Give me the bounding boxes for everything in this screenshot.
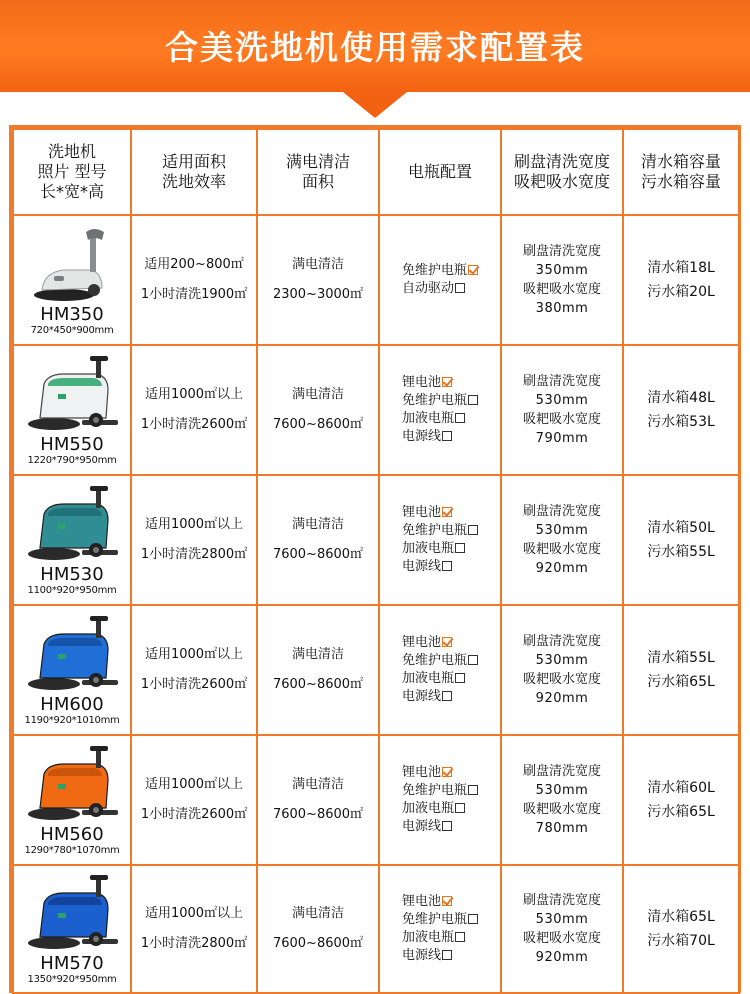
header-line: 洗地机 [47,142,96,161]
squeegee-width-label: 吸耙吸水宽度 [522,542,601,557]
header-line: 适用面积 [161,152,226,171]
squeegee-width-value: 780mm [535,821,589,836]
charge-area: 2300~3000㎡ [272,287,364,302]
dirty-tank-capacity: 污水箱70L [647,933,715,949]
battery-cell [379,345,501,475]
battery-option-label: 免维护电瓶 [402,393,468,408]
checkbox-empty-icon[interactable] [468,525,478,535]
battery-cell [379,735,501,865]
squeegee-width-label: 吸耙吸水宽度 [522,672,601,687]
squeegee-width-label: 吸耙吸水宽度 [522,412,601,427]
checkbox-empty-icon[interactable] [468,785,478,795]
config-table [12,128,740,994]
squeegee-width-value: 920mm [535,561,589,576]
checkbox-empty-icon[interactable] [468,395,478,405]
battery-option [380,540,500,558]
cleaning-efficiency: 1小时清洗2800㎡ [140,547,248,562]
brush-width-value: 530mm [535,523,589,538]
battery-option [380,504,500,522]
header-photo-model [13,129,131,215]
checkbox-checked-icon[interactable] [442,377,452,387]
header-line: 满电清洁 [285,152,350,171]
clean-tank-capacity: 清水箱48L [647,390,715,406]
battery-option [380,764,500,782]
width-cell [501,345,623,475]
battery-option [380,522,500,540]
machine-photo-cell [13,345,131,475]
checkbox-empty-icon[interactable] [468,655,478,665]
battery-option-label: 电源线 [402,819,442,834]
cleaning-efficiency: 1小时清洗1900㎡ [140,287,248,302]
checkbox-empty-icon[interactable] [442,950,452,960]
charge-cell [257,215,379,345]
model-name: HM350 [40,303,104,325]
table-row [13,475,739,605]
table-row [13,735,739,865]
width-cell [501,475,623,605]
scrubber-photo-gray-small-icon [24,224,120,304]
applicable-area: 适用1000㎡以上 [144,387,244,402]
brush-width-value: 530mm [535,912,589,927]
header-tank [623,129,739,215]
width-cell [501,215,623,345]
model-dimensions: 1350*920*950mm [27,973,117,985]
model-dimensions: 1290*780*1070mm [24,844,120,856]
area-cell [131,475,257,605]
battery-option [380,893,500,911]
squeegee-width-value: 920mm [535,691,589,706]
model-dimensions: 1100*920*950mm [27,584,117,596]
battery-option [380,558,500,576]
machine-photo-cell [13,215,131,345]
model-dimensions: 1220*790*950mm [27,454,117,466]
dirty-tank-capacity: 污水箱65L [647,674,715,690]
battery-option [380,428,500,446]
applicable-area: 适用1000㎡以上 [144,647,244,662]
dirty-tank-capacity: 污水箱65L [647,804,715,820]
battery-option-label: 电源线 [402,429,442,444]
squeegee-width-value: 790mm [535,431,589,446]
header-area [131,129,257,215]
dirty-tank-capacity: 污水箱55L [647,544,715,560]
battery-option-label: 加液电瓶 [402,801,455,816]
area-cell [131,605,257,735]
clean-tank-capacity: 清水箱60L [647,780,715,796]
cleaning-efficiency: 1小时清洗2800㎡ [140,936,248,951]
clean-tank-capacity: 清水箱55L [647,650,715,666]
battery-option [380,818,500,836]
battery-option [380,911,500,929]
tank-cell [623,605,739,735]
charge-cell [257,865,379,993]
charge-label: 满电清洁 [291,777,344,792]
model-dimensions: 720*450*900mm [30,324,114,336]
charge-label: 满电清洁 [291,647,344,662]
brush-width-label: 刷盘清洗宽度 [522,634,601,649]
checkbox-checked-icon[interactable] [442,896,452,906]
battery-option [380,688,500,706]
battery-option-label: 加液电瓶 [402,541,455,556]
charge-label: 满电清洁 [291,387,344,402]
checkbox-empty-icon[interactable] [455,932,465,942]
header-battery [379,129,501,215]
battery-cell [379,865,501,993]
model-name: HM530 [40,563,104,585]
header-line: 刷盘清洗宽度 [513,152,610,171]
tank-cell [623,345,739,475]
cleaning-efficiency: 1小时清洗2600㎡ [140,417,248,432]
brush-width-value: 530mm [535,783,589,798]
model-name: HM550 [40,433,104,455]
battery-cell [379,475,501,605]
battery-option-label: 锂电池 [402,505,442,520]
battery-option [380,374,500,392]
checkbox-checked-icon[interactable] [442,637,452,647]
model-dimensions: 1190*920*1010mm [24,714,120,726]
area-cell [131,735,257,865]
brush-width-value: 350mm [535,263,589,278]
checkbox-empty-icon[interactable] [442,431,452,441]
clean-tank-capacity: 清水箱50L [647,520,715,536]
area-cell [131,345,257,475]
battery-option-label: 加液电瓶 [402,930,455,945]
header-line: 清水箱容量 [640,152,721,171]
header-row [13,129,739,215]
checkbox-checked-icon[interactable] [442,507,452,517]
clean-tank-capacity: 清水箱18L [647,260,715,276]
cleaning-efficiency: 1小时清洗2600㎡ [140,677,248,692]
battery-option [380,670,500,688]
machine-photo-cell [13,475,131,605]
brush-width-label: 刷盘清洗宽度 [522,504,601,519]
charge-area: 7600~8600㎡ [272,807,364,822]
header-charge [257,129,379,215]
checkbox-empty-icon[interactable] [455,413,465,423]
width-cell [501,865,623,993]
battery-option [380,929,500,947]
model-name: HM600 [40,693,104,715]
battery-option-label: 电源线 [402,689,442,704]
charge-area: 7600~8600㎡ [272,417,364,432]
applicable-area: 适用1000㎡以上 [144,517,244,532]
width-cell [501,735,623,865]
applicable-area: 适用1000㎡以上 [144,777,244,792]
battery-option [380,782,500,800]
header-line: 污水箱容量 [640,172,721,191]
battery-cell [379,605,501,735]
machine-photo-cell [13,865,131,993]
checkbox-empty-icon[interactable] [455,673,465,683]
charge-label: 满电清洁 [291,257,344,272]
tank-cell [623,735,739,865]
checkbox-empty-icon[interactable] [442,561,452,571]
area-cell [131,865,257,993]
battery-option [380,392,500,410]
brush-width-label: 刷盘清洗宽度 [522,764,601,779]
cleaning-efficiency: 1小时清洗2600㎡ [140,807,248,822]
brush-width-value: 530mm [535,393,589,408]
header-line: 电瓶配置 [407,162,472,181]
brush-width-label: 刷盘清洗宽度 [522,244,601,259]
header-line: 吸耙吸水宽度 [513,172,610,191]
page-title: 合美洗地机使用需求配置表 [165,28,585,67]
scrubber-photo-orange-icon [24,744,120,824]
battery-option-label: 免维护电瓶 [402,653,468,668]
squeegee-width-value: 920mm [535,950,589,965]
checkbox-empty-icon[interactable] [455,283,465,293]
checkbox-empty-icon[interactable] [442,821,452,831]
header-line: 面积 [301,172,334,191]
model-name: HM570 [40,952,104,974]
charge-label: 满电清洁 [291,517,344,532]
battery-option [380,410,500,428]
brush-width-label: 刷盘清洗宽度 [522,374,601,389]
charge-cell [257,735,379,865]
tank-cell [623,475,739,605]
clean-tank-capacity: 清水箱65L [647,909,715,925]
header-line: 长*宽*高 [39,182,104,201]
battery-option-label: 加液电瓶 [402,671,455,686]
table-row [13,345,739,475]
battery-option-label: 免维护电瓶 [402,523,468,538]
table-row [13,865,739,993]
checkbox-empty-icon[interactable] [455,803,465,813]
machine-photo-cell [13,605,131,735]
title-banner [0,0,750,92]
battery-option-label: 加液电瓶 [402,411,455,426]
brush-width-value: 530mm [535,653,589,668]
battery-option-label: 免维护电瓶 [402,912,468,927]
battery-option [380,652,500,670]
battery-cell [379,215,501,345]
battery-option [380,800,500,818]
battery-option-label: 电源线 [402,948,442,963]
brush-width-label: 刷盘清洗宽度 [522,893,601,908]
battery-option [380,262,500,280]
header-width [501,129,623,215]
battery-option-label: 锂电池 [402,894,442,909]
battery-option-label: 锂电池 [402,635,442,650]
width-cell [501,605,623,735]
battery-option [380,947,500,965]
battery-option-label: 锂电池 [402,375,442,390]
battery-option-label: 锂电池 [402,765,442,780]
checkbox-empty-icon[interactable] [442,691,452,701]
dirty-tank-capacity: 污水箱20L [647,284,715,300]
charge-area: 7600~8600㎡ [272,547,364,562]
battery-option-label: 自动驱动 [402,281,455,296]
banner-arrow [343,92,407,118]
checkbox-empty-icon[interactable] [455,543,465,553]
scrubber-photo-teal-icon [24,484,120,564]
battery-option-label: 免维护电瓶 [402,263,468,278]
checkbox-checked-icon[interactable] [468,265,478,275]
model-name: HM560 [40,823,104,845]
battery-option-label: 电源线 [402,559,442,574]
scrubber-photo-blue-large-icon [24,873,120,953]
config-table-wrapper [9,125,741,993]
header-line: 洗地效率 [161,172,226,191]
squeegee-width-label: 吸耙吸水宽度 [522,282,601,297]
charge-cell [257,475,379,605]
checkbox-checked-icon[interactable] [442,767,452,777]
table-row [13,215,739,345]
squeegee-width-value: 380mm [535,301,589,316]
checkbox-empty-icon[interactable] [468,914,478,924]
table-row [13,605,739,735]
scrubber-photo-white-icon [24,354,120,434]
dirty-tank-capacity: 污水箱53L [647,414,715,430]
battery-option [380,634,500,652]
area-cell [131,215,257,345]
applicable-area: 适用1000㎡以上 [144,906,244,921]
charge-area: 7600~8600㎡ [272,677,364,692]
charge-area: 7600~8600㎡ [272,936,364,951]
squeegee-width-label: 吸耙吸水宽度 [522,802,601,817]
tank-cell [623,215,739,345]
battery-option [380,280,500,298]
scrubber-photo-blue-icon [24,614,120,694]
applicable-area: 适用200~800㎡ [144,257,244,272]
tank-cell [623,865,739,993]
charge-cell [257,345,379,475]
squeegee-width-label: 吸耙吸水宽度 [522,931,601,946]
charge-cell [257,605,379,735]
charge-label: 满电清洁 [291,906,344,921]
battery-option-label: 免维护电瓶 [402,783,468,798]
header-line: 照片 型号 [37,162,107,181]
machine-photo-cell [13,735,131,865]
